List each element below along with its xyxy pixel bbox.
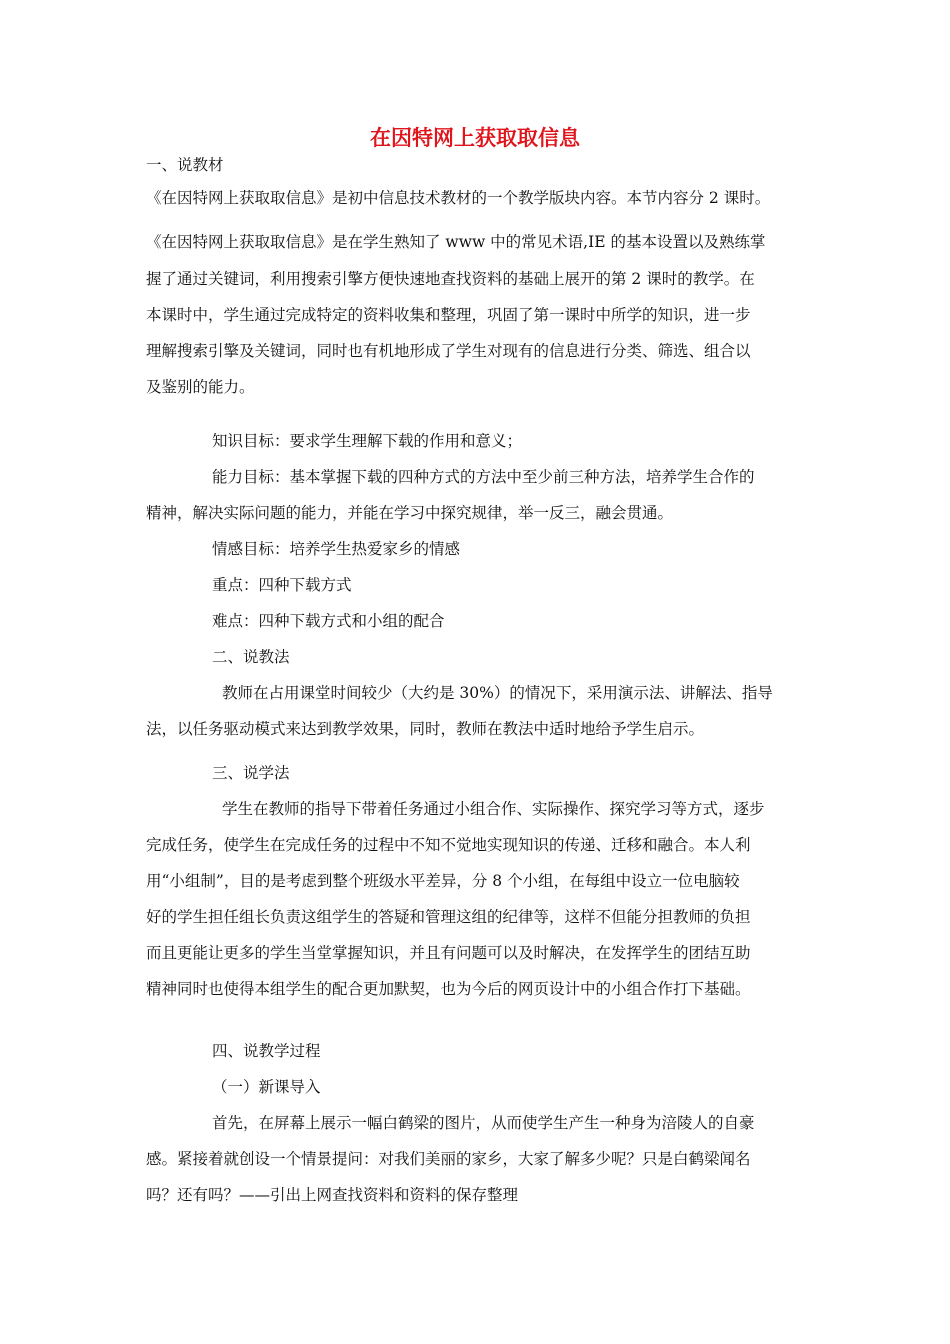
paragraph-line: 知识目标：要求学生理解下载的作用和意义； [212,432,523,450]
paragraph-line: 《在因特网上获取取信息》是在学生熟知了 www 中的常见术语,IE 的基本设置以及熟练掌 [146,233,766,251]
paragraph-line: 握了通过关键词，利用搜索引擎方便快速地查找资料的基础上展开的第 2 课时的教学。在 [146,270,755,288]
paragraph-line: 学生在教师的指导下带着任务通过小组合作、实际操作、探究学习等方式，逐步 [222,800,765,818]
paragraph-line: 及鉴别的能力。 [146,378,255,396]
section-heading: 一、说教材 [146,156,224,174]
paragraph-line: 精神同时也使得本组学生的配合更加默契，也为今后的网页设计中的小组合作打下基础。 [146,980,751,998]
paragraph-line: 重点：四种下载方式 [212,576,352,594]
paragraph-line: 难点：四种下载方式和小组的配合 [212,612,445,630]
section-heading: 二、说教法 [212,648,290,666]
paragraph-line: 法，以任务驱动模式来达到教学效果，同时，教师在教法中适时地给予学生启示。 [146,720,705,738]
paragraph-line: 本课时中，学生通过完成特定的资料收集和整理，巩固了第一课时中所学的知识，进一步 [146,306,751,324]
paragraph-line: 好的学生担任组长负责这组学生的答疑和管理这组的纪律等，这样不但能分担教师的负担 [146,908,751,926]
paragraph-line: 教师在占用课堂时间较少（大约是 30%）的情况下，采用演示法、讲解法、指导 [222,684,773,702]
paragraph-line: 用“小组制”，目的是考虑到整个班级水平差异，分 8 个小组，在每组中设立一位电脑较 [146,872,740,890]
subsection-heading: （一）新课导入 [212,1078,321,1096]
section-heading: 四、说教学过程 [212,1042,321,1060]
paragraph-line: 理解搜索引擎及关键词，同时也有机地形成了学生对现有的信息进行分类、筛选、组合以 [146,342,751,360]
paragraph-line: 能力目标：基本掌握下载的四种方式的方法中至少前三种方法，培养学生合作的 [212,468,755,486]
document-title: 在因特网上获取取信息 [370,126,580,150]
paragraph-line: 而且更能让更多的学生当堂掌握知识，并且有问题可以及时解决，在发挥学生的团结互助 [146,944,751,962]
paragraph-line: 《在因特网上获取取信息》是初中信息技术教材的一个教学版块内容。本节内容分 2 课时。 [146,189,771,207]
paragraph-line: 完成任务，使学生在完成任务的过程中不知不觉地实现知识的传递、迁移和融合。本人利 [146,836,751,854]
paragraph-line: 吗？还有吗？——引出上网查找资料和资料的保存整理 [146,1186,519,1204]
paragraph-line: 情感目标：培养学生热爱家乡的情感 [212,540,461,558]
paragraph-line: 感。紧接着就创设一个情景提问：对我们美丽的家乡，大家了解多少呢？只是白鹤梁闻名 [146,1150,751,1168]
section-heading: 三、说学法 [212,764,290,782]
paragraph-line: 精神，解决实际问题的能力，并能在学习中探究规律，举一反三，融会贯通。 [146,504,674,522]
paragraph-line: 首先，在屏幕上展示一幅白鹤梁的图片，从而使学生产生一种身为涪陵人的自豪 [212,1114,755,1132]
